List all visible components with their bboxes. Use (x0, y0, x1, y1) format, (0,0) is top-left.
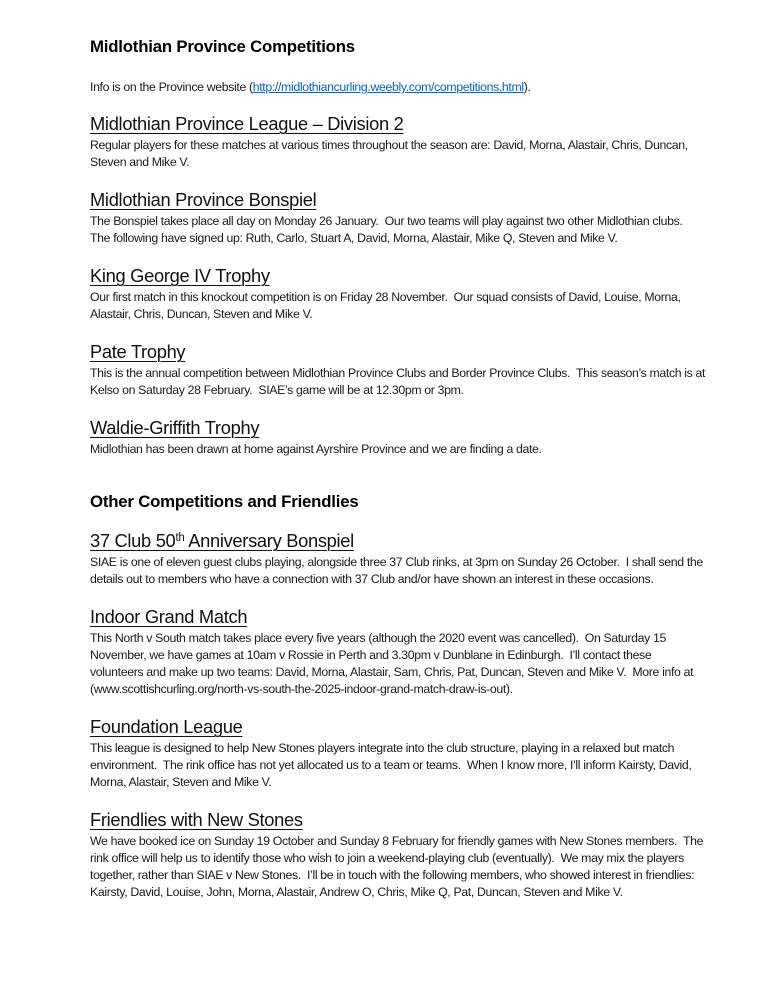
heading-waldie-griffith-trophy: Waldie-Griffith Trophy (90, 417, 260, 438)
section-indoor-grand-match (90, 605, 706, 698)
page-title: Midlothian Province Competitions (90, 37, 355, 56)
province-website-link[interactable]: http://midlothiancurling.weebly.com/competitions.html (252, 80, 524, 94)
paragraph-pate-trophy: This is the annual competition between Midlothian Province Clubs and Border Province Clubs. This season’s match is at Kelso on Saturday 28 February. SIAE’s game will be at 12.30pm or 3pm. (90, 366, 709, 397)
intro-text-post: ). (523, 80, 531, 94)
heading-37-club-pre: 37 Club 50 (90, 530, 176, 551)
section-pate-trophy (90, 340, 709, 399)
section-37-club-anniversary-bonspiel (90, 529, 706, 588)
heading-37-club-superscript: th (175, 532, 185, 544)
heading-foundation-league: Foundation League (90, 716, 243, 737)
paragraph-foundation-league: This league is designed to help New Stones players integrate into the club structure, playing in a relaxed but match environment. The rink office has not yet allocated us to a team or teams. When I know more, I’ll inform Kairsty, David, Morna, Alastair, Steven and Mike V. (90, 741, 695, 789)
heading-37-club-anniversary-bonspiel (90, 529, 706, 552)
heading-king-george-iv-trophy: King George IV Trophy (90, 265, 270, 286)
paragraph-king-george-iv-trophy: Our first match in this knockout competition is on Friday 28 November. Our squad consists of David, Louise, Morna, Alastair, Chris, Duncan, Steven and Mike V. (90, 290, 683, 321)
heading-37-club-post: Anniversary Bonspiel (184, 530, 354, 551)
section-king-george-iv-trophy (90, 264, 706, 323)
section-foundation-league (90, 715, 706, 791)
section-midlothian-province-league (90, 112, 706, 171)
intro-text-pre: Info is on the Province website ( (90, 80, 253, 94)
section-friendlies-with-new-stones (90, 808, 706, 901)
section-midlothian-province-bonspiel (90, 188, 706, 247)
paragraph-waldie-griffith-trophy: Midlothian has been drawn at home against Ayrshire Province and we are finding a date. (90, 442, 542, 456)
paragraph-midlothian-province-league: Regular players for these matches at various times throughout the season are: David, Morna, Alastair, Chris, Duncan, Steven and Mike V. (90, 138, 691, 169)
paragraph-37-club-anniversary-bonspiel: SIAE is one of eleven guest clubs playing, alongside three 37 Club rinks, at 3pm on Sunday 26 October. I shall send the details out to members who have a connection with 37 Club and/or have shown an interest in these occasions. (90, 555, 706, 586)
group-title-other-competitions: Other Competitions and Friendlies (90, 492, 359, 511)
intro-paragraph (90, 79, 706, 95)
heading-pate-trophy: Pate Trophy (90, 341, 186, 362)
paragraph-indoor-grand-match: This North v South match takes place every five years (although the 2020 event was cancelled). On Saturday 15 November, we have games at 10am v Rossie in Perth and 3.30pm v Dunblane in Edinburgh. I’ll contact these volunteers and make up two teams: David, Morna, Alastair, Sam, Chris, Pat, Duncan, Steven and Mike V. More info at (www.scottishcurling.org/north-vs-south-the-2025-indoor-grand-match-draw-is-out). (90, 631, 697, 696)
heading-midlothian-province-bonspiel: Midlothian Province Bonspiel (90, 189, 317, 210)
heading-midlothian-province-league: Midlothian Province League – Division 2 (90, 113, 404, 134)
heading-indoor-grand-match: Indoor Grand Match (90, 606, 248, 627)
section-waldie-griffith-trophy (90, 416, 706, 458)
paragraph-friendlies-with-new-stones: We have booked ice on Sunday 19 October and Sunday 8 February for friendly games with New Stones members. The rink office will help us to identify those who wish to join a weekend-playing club (eventually). We may mix the players together, rather than SIAE v New Stones. I’ll be in touch with the following members, who showed interest in friendlies: Kairsty, David, Louise, John, Morna, Alastair, Andrew O, Chris, Mike Q, Pat, Duncan, Steven and Mike V. (90, 834, 707, 899)
paragraph-midlothian-province-bonspiel: The Bonspiel takes place all day on Monday 26 January. Our two teams will play against two other Midlothian clubs. The following have signed up: Ruth, Carlo, Stuart A, David, Morna, Alastair, Mike Q, Steven and Mike V. (90, 214, 689, 245)
heading-friendlies-with-new-stones: Friendlies with New Stones (90, 809, 303, 830)
